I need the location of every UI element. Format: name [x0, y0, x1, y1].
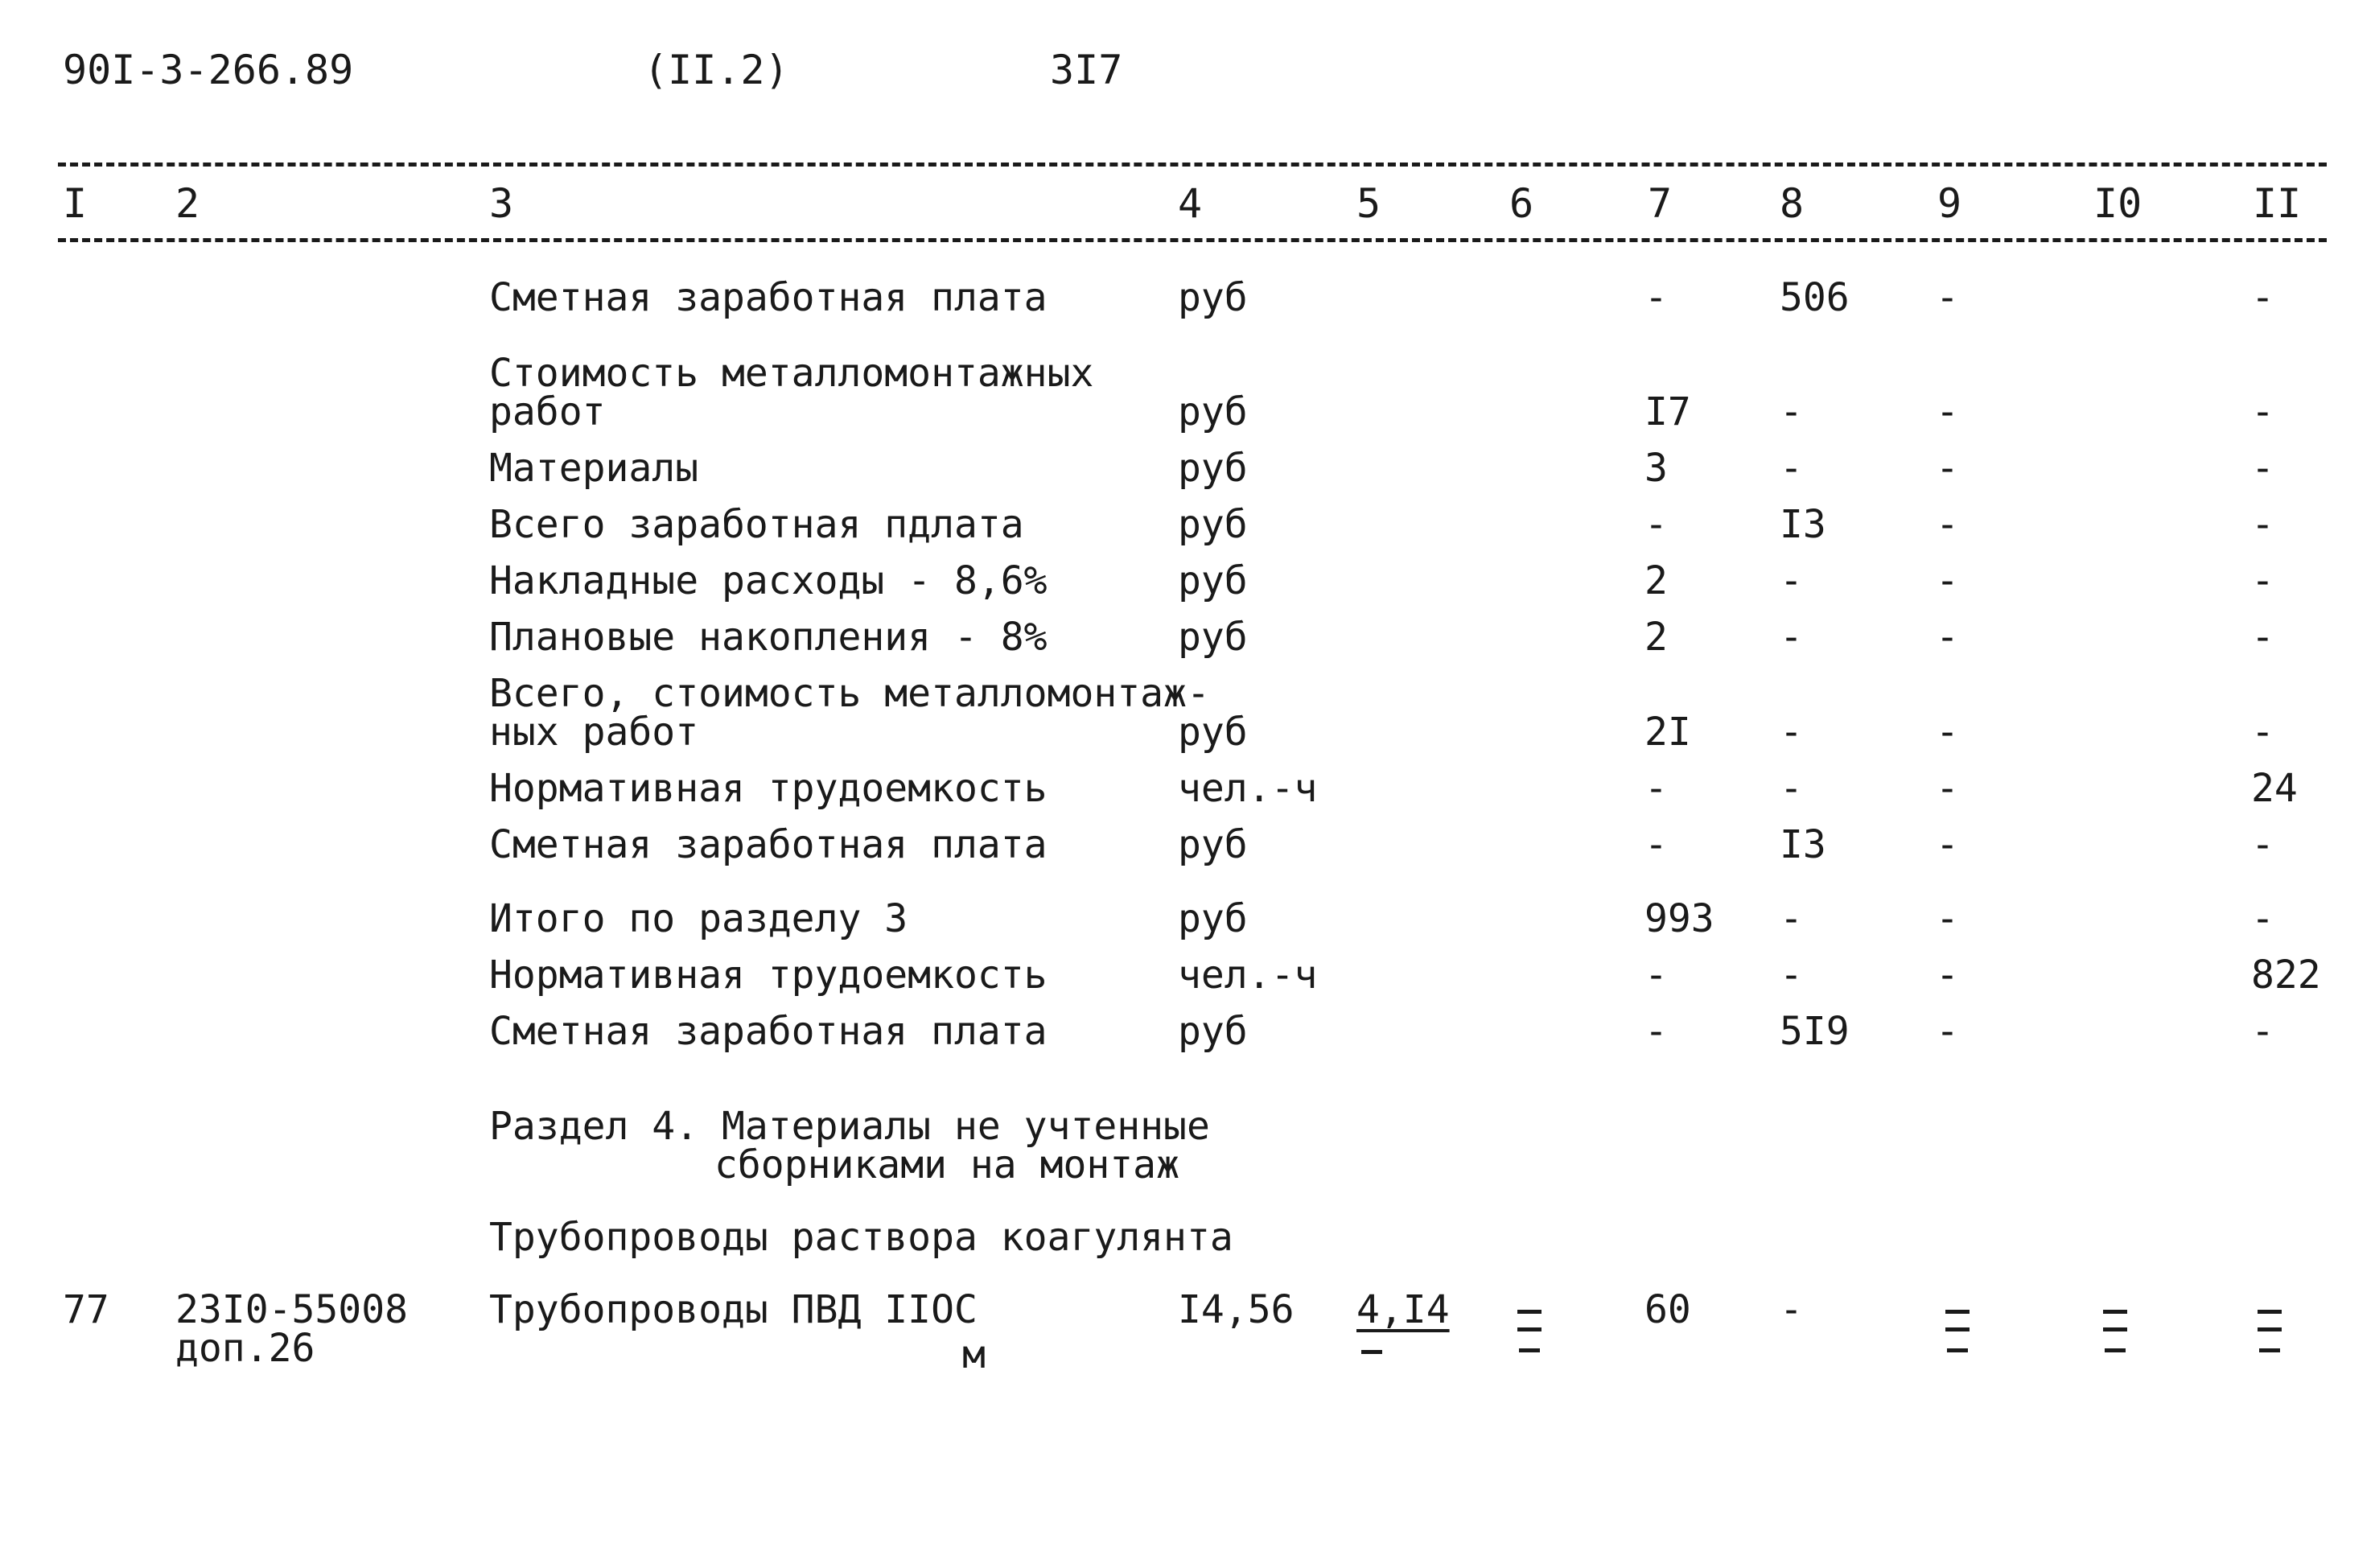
row-col11: - — [2251, 558, 2274, 603]
row-description: Сметная заработная плата — [489, 275, 1048, 320]
row-col5: 4,I4 — [1356, 1287, 1450, 1332]
row-description: Трубопроводы ПВД IIOC — [489, 1287, 978, 1332]
row-col9: - — [1936, 710, 1959, 755]
row-unit: чел.-ч — [1178, 766, 1318, 811]
row-col11: - — [2251, 389, 2274, 434]
row-description-continued: работ — [489, 389, 606, 434]
page-number: 3I7 — [1050, 47, 1123, 93]
column-header: I — [63, 180, 88, 227]
row-col7: 2 — [1644, 558, 1668, 603]
row-col11: - — [2251, 502, 2274, 547]
row-col8: - — [1780, 953, 1803, 998]
row-description: Сметная заработная плата — [489, 1009, 1048, 1054]
row-col8: - — [1780, 389, 1803, 434]
row-col11: - — [2251, 446, 2274, 491]
row-col7: - — [1644, 822, 1668, 867]
row-col8: - — [1780, 446, 1803, 491]
row-col7: I7 — [1644, 389, 1691, 434]
header-rule-top — [58, 163, 2327, 167]
row-col11: - — [2251, 275, 2274, 320]
row-unit: руб — [1178, 275, 1248, 320]
column-header: 5 — [1356, 180, 1381, 227]
row-col9: - — [1936, 389, 1959, 434]
row-code: 23I0-55008 — [175, 1287, 408, 1332]
row-unit: руб — [1178, 1009, 1248, 1054]
row-col9: - — [1936, 766, 1959, 811]
row-unit: руб — [1178, 710, 1248, 755]
row-unit: руб — [1178, 615, 1248, 660]
row-col7: 993 — [1644, 896, 1714, 941]
row-col9: - — [1936, 275, 1959, 320]
row-col9: - — [1936, 558, 1959, 603]
row-unit: руб — [1178, 822, 1248, 867]
row-col4: I4,56 — [1178, 1287, 1295, 1332]
row-col8: - — [1780, 896, 1803, 941]
row-unit: руб — [1178, 896, 1248, 941]
row-col9: - — [1936, 822, 1959, 867]
row-col11: - — [2251, 1009, 2274, 1054]
row-unit: руб — [1178, 558, 1248, 603]
row-unit: м — [962, 1332, 986, 1377]
dash-mark — [2259, 1348, 2280, 1352]
row-unit: руб — [1178, 446, 1248, 491]
row-col11: 822 — [2251, 953, 2321, 998]
column-header: 7 — [1648, 180, 1673, 227]
dash-mark — [2258, 1310, 2282, 1314]
column-header: 8 — [1780, 180, 1805, 227]
section-number: (II.2) — [644, 47, 789, 93]
row-col7: 3 — [1644, 446, 1668, 491]
column-header: 4 — [1178, 180, 1203, 227]
row-col7: 2 — [1644, 615, 1668, 660]
row-col7: - — [1644, 766, 1668, 811]
row-col7: 60 — [1644, 1287, 1691, 1332]
column-header: I0 — [2093, 180, 2142, 227]
dash-mark — [1945, 1310, 1970, 1314]
row-col11: - — [2251, 615, 2274, 660]
column-header: 6 — [1509, 180, 1534, 227]
row-col8: - — [1780, 558, 1803, 603]
header-rule-bottom — [58, 238, 2327, 242]
dash-mark — [1945, 1327, 1970, 1331]
row-description: Накладные расходы - 8,6% — [489, 558, 1048, 603]
row-col8: - — [1780, 615, 1803, 660]
row-col8: I3 — [1780, 822, 1826, 867]
row-description: Нормативная трудоемкость — [489, 766, 1048, 811]
dash-mark — [2103, 1310, 2127, 1314]
row-description: Нормативная трудоемкость — [489, 953, 1048, 998]
row-col8: I3 — [1780, 502, 1826, 547]
row-col7: - — [1644, 953, 1668, 998]
dash-mark — [1361, 1350, 1382, 1354]
dash-mark — [2258, 1327, 2282, 1331]
row-col8: 506 — [1780, 275, 1850, 320]
row-col9: - — [1936, 1009, 1959, 1054]
row-code-note: доп.26 — [175, 1326, 315, 1371]
column-header: 3 — [489, 180, 514, 227]
row-description: Плановые накопления - 8% — [489, 615, 1048, 660]
dash-mark — [1517, 1327, 1541, 1331]
section-subtitle: Трубопроводы раствора коагулянта — [489, 1215, 1233, 1260]
dash-mark — [1947, 1348, 1968, 1352]
dash-mark — [2105, 1348, 2126, 1352]
row-col8: - — [1780, 1287, 1803, 1332]
row-col7: - — [1644, 1009, 1668, 1054]
row-col9: - — [1936, 502, 1959, 547]
row-col9: - — [1936, 446, 1959, 491]
row-col8: - — [1780, 710, 1803, 755]
row-col8: 5I9 — [1780, 1009, 1850, 1054]
column-header: 2 — [175, 180, 200, 227]
row-col8: - — [1780, 766, 1803, 811]
row-description: Материалы — [489, 446, 699, 491]
document-code: 90I-3-266.89 — [63, 47, 354, 93]
section-title: Раздел 4. Материалы не учтенные — [489, 1104, 1210, 1149]
row-description: Сметная заработная плата — [489, 822, 1048, 867]
row-description: Итого по разделу 3 — [489, 896, 908, 941]
row-unit: чел.-ч — [1178, 953, 1318, 998]
dash-mark — [2103, 1327, 2127, 1331]
row-description: Всего, стоимость металломонтаж- — [489, 671, 1210, 716]
row-col11: 24 — [2251, 766, 2298, 811]
column-header: II — [2253, 180, 2302, 227]
row-col11: - — [2251, 710, 2274, 755]
row-col9: - — [1936, 896, 1959, 941]
row-description: Стоимость металломонтажных — [489, 351, 1094, 396]
dash-mark — [1519, 1348, 1540, 1352]
row-number: 77 — [63, 1287, 109, 1332]
row-col9: - — [1936, 953, 1959, 998]
row-col7: 2I — [1644, 710, 1691, 755]
row-col7: - — [1644, 502, 1668, 547]
row-col11: - — [2251, 896, 2274, 941]
row-col9: - — [1936, 615, 1959, 660]
dash-mark — [1517, 1310, 1541, 1314]
row-unit: руб — [1178, 389, 1248, 434]
row-description-continued: ных работ — [489, 710, 699, 755]
section-title-continued: сборниками на монтаж — [714, 1142, 1179, 1187]
row-description: Всего заработная пдлата — [489, 502, 1024, 547]
row-col7: - — [1644, 275, 1668, 320]
column-header: 9 — [1937, 180, 1962, 227]
row-col11: - — [2251, 822, 2274, 867]
row-unit: руб — [1178, 502, 1248, 547]
